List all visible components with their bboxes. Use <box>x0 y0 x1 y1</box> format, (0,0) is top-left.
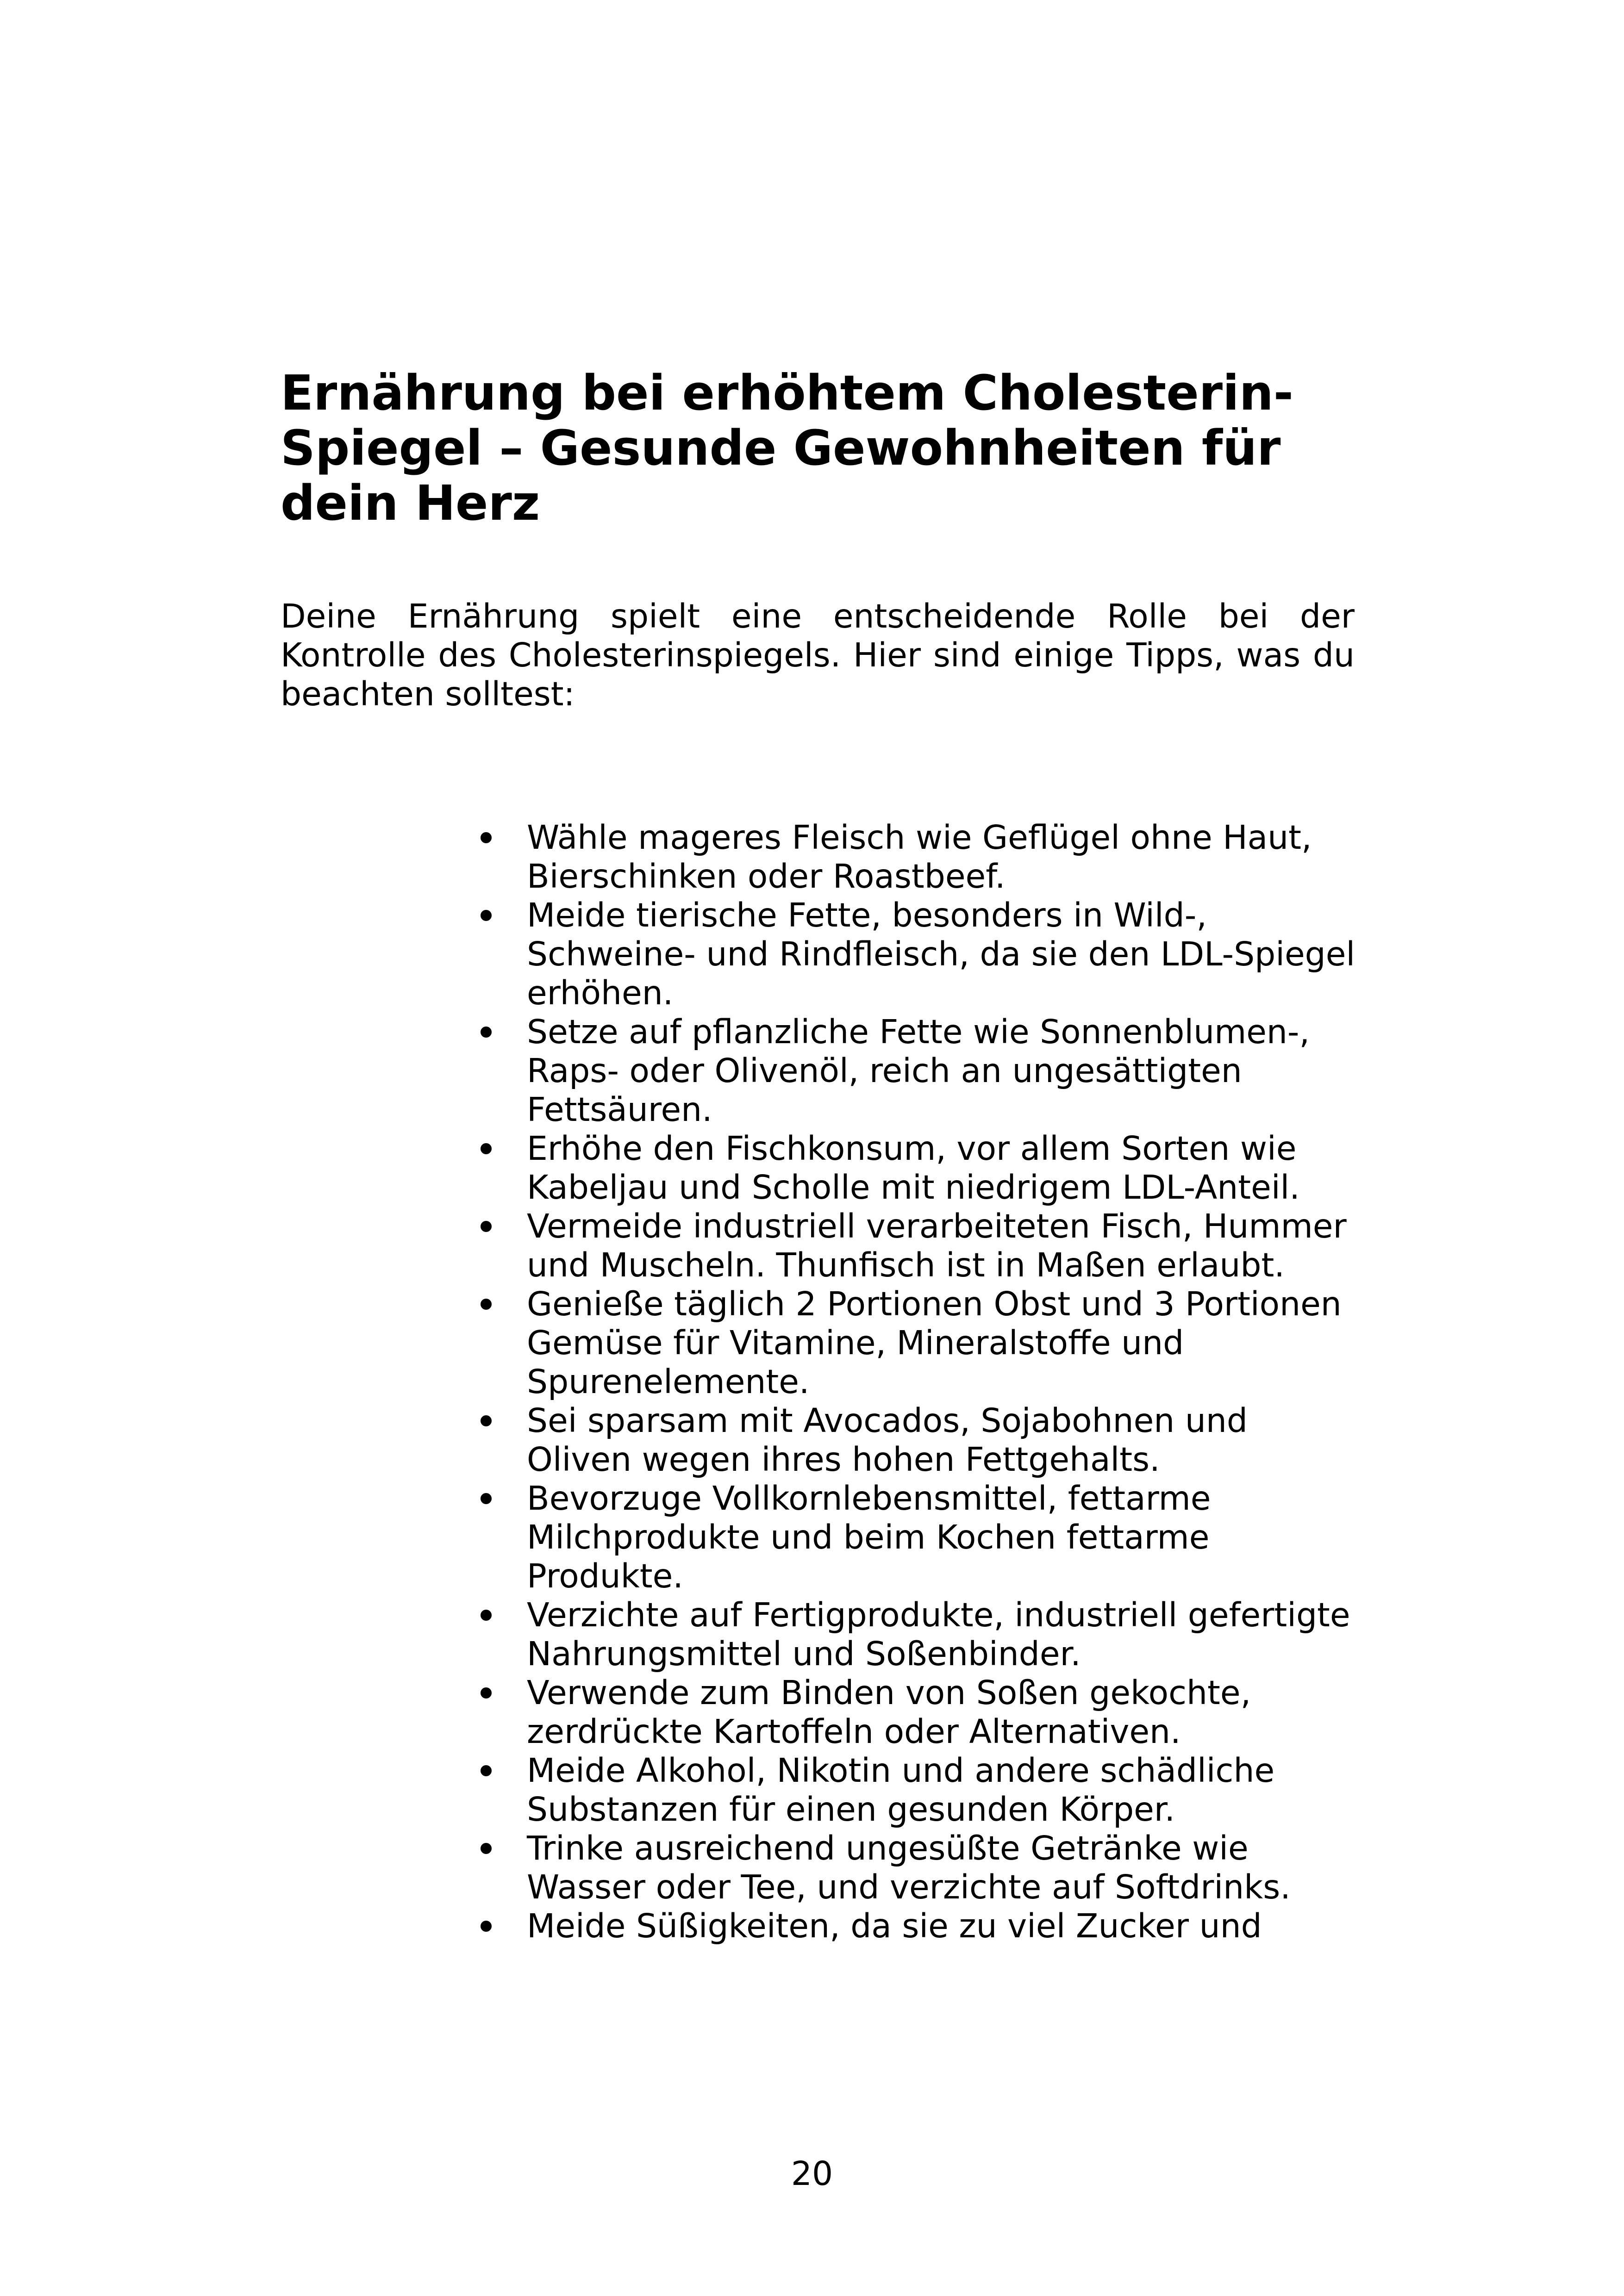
bullet-icon <box>481 1143 492 1154</box>
bullet-icon <box>481 1221 492 1232</box>
bullet-icon <box>481 1687 492 1699</box>
list-item-text: Sei sparsam mit Avocados, Sojabohnen und Oliven wegen ihres hohen Fettgehalts. <box>527 1401 1248 1479</box>
bullet-icon <box>481 1610 492 1621</box>
bullet-icon <box>481 1415 492 1426</box>
list-item <box>481 1013 1360 1129</box>
list-item-text: Genieße täglich 2 Portionen Obst und 3 Portionen Gemüse für Vitamine, Mineralstoffe und Spurenelemente. <box>527 1285 1342 1401</box>
list-item-text: Vermeide industriell verarbeiteten Fisch, Hummer und Muscheln. Thunfisch ist in Maßen erlaubt. <box>527 1207 1347 1284</box>
bullet-icon <box>481 1843 492 1854</box>
page-number: 20 <box>791 2154 833 2193</box>
page-title: Ernährung bei erhöhtem Cholesterin-Spiegel – Gesunde Gewohnheiten für dein Herz <box>281 365 1293 531</box>
list-item-text: Meide tierische Fette, besonders in Wild-, Schweine- und Rindfleisch, da sie den LDL-Spiegel erhöhen. <box>527 896 1355 1012</box>
list-item <box>481 1829 1360 1907</box>
intro-paragraph: Deine Ernährung spielt eine entscheidende Rolle bei der Kontrolle des Cholesterinspiegels. Hier sind einige Tipps, was du beachten solltest: <box>281 597 1355 713</box>
list-item <box>481 1751 1360 1829</box>
bullet-icon <box>481 1027 492 1038</box>
bullet-icon <box>481 1299 492 1310</box>
bullet-icon <box>481 1765 492 1776</box>
list-item-text: Meide Alkohol, Nikotin und andere schädliche Substanzen für einen gesunden Körper. <box>527 1751 1275 1829</box>
list-item <box>481 896 1360 1013</box>
list-item-text: Trinke ausreichend ungesüßte Getränke wie Wasser oder Tee, und verzichte auf Softdrinks. <box>527 1829 1291 1906</box>
list-item-text: Bevorzuge Vollkornlebensmittel, fettarme Milchprodukte und beim Kochen fettarme Produkte. <box>527 1479 1211 1595</box>
bullet-icon <box>481 1921 492 1932</box>
bullet-icon <box>481 1493 492 1504</box>
list-item-text: Verzichte auf Fertigprodukte, industriell gefertigte Nahrungsmittel und Soßenbinder. <box>527 1596 1350 1673</box>
list-item <box>481 1401 1360 1479</box>
list-item <box>481 1479 1360 1596</box>
list-item <box>481 1596 1360 1674</box>
list-item <box>481 818 1360 896</box>
list-item-text: Verwende zum Binden von Soßen gekochte, zerdrückte Kartoffeln oder Alternativen. <box>527 1674 1251 1751</box>
tips-list <box>481 818 1360 1946</box>
list-item <box>481 1907 1360 1946</box>
list-item <box>481 1207 1360 1285</box>
list-item-text: Wähle mageres Fleisch wie Geflügel ohne Haut, Bierschinken oder Roastbeef. <box>527 818 1312 896</box>
list-item <box>481 1674 1360 1751</box>
list-item-text: Setze auf pflanzliche Fette wie Sonnenblumen-, Raps- oder Olivenöl, reich an ungesättigten Fettsäuren. <box>527 1013 1310 1129</box>
bullet-icon <box>481 832 492 843</box>
list-item <box>481 1285 1360 1401</box>
list-item-text: Meide Süßigkeiten, da sie zu viel Zucker und <box>527 1907 1262 1945</box>
list-item <box>481 1129 1360 1207</box>
list-item-text: Erhöhe den Fischkonsum, vor allem Sorten wie Kabeljau und Scholle mit niedrigem LDL-Anteil. <box>527 1129 1300 1207</box>
bullet-icon <box>481 910 492 921</box>
